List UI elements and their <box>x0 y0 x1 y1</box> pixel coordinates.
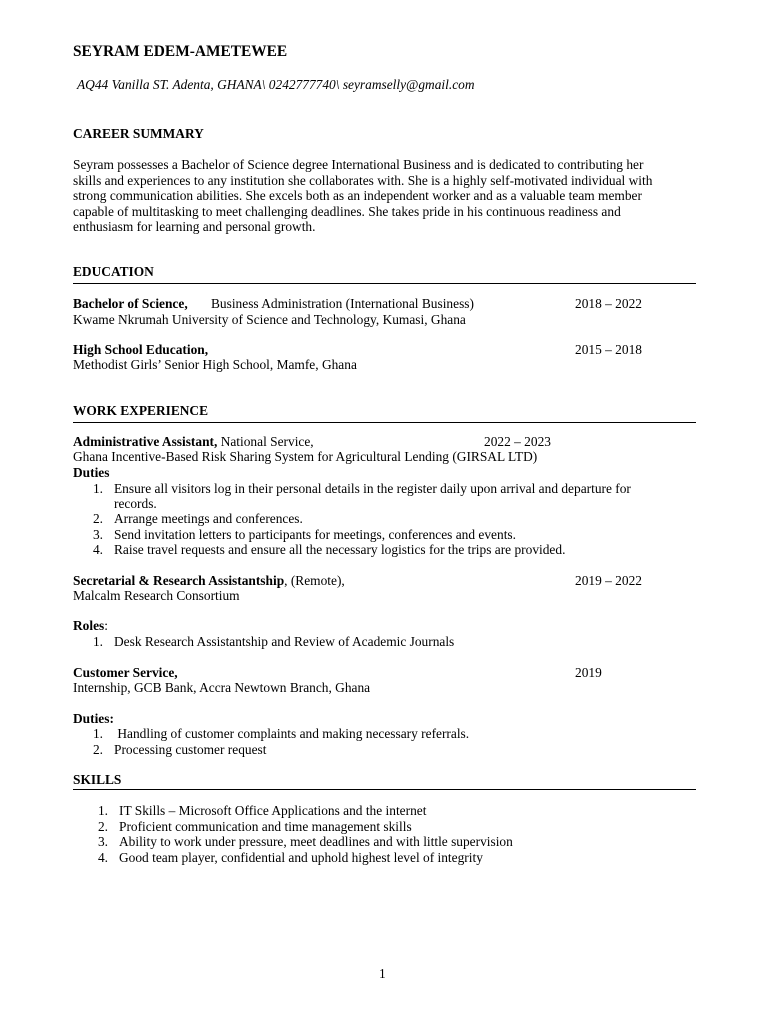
list-number: 1. <box>92 481 103 496</box>
work-experience-heading: WORK EXPERIENCE <box>73 403 209 418</box>
job-organization: Malcalm Research Consortium <box>73 588 240 603</box>
summary-line: capable of multitasking to meet challenging deadlines. She takes pride in his continuous readiness and <box>73 203 621 219</box>
job-dates: 2019 <box>575 665 602 680</box>
list-number: 1. <box>97 803 108 818</box>
roles-label-line <box>73 618 108 634</box>
job-title: Administrative Assistant, <box>73 434 218 449</box>
list-number: 1. <box>92 726 103 741</box>
list-number: 2. <box>92 742 103 757</box>
role-item: Desk Research Assistantship and Review of Academic Journals <box>114 634 455 649</box>
summary-line: skills and experiences to any institution she collaborates with. She is a highly self-motivated individual with <box>73 172 653 188</box>
education-divider <box>73 283 696 284</box>
job-organization: Ghana Incentive-Based Risk Sharing System for Agricultural Lending (GIRSAL LTD) <box>73 449 538 464</box>
page-number: 1 <box>379 966 386 981</box>
career-summary-heading: CAREER SUMMARY <box>73 126 204 141</box>
education-dates: 2018 – 2022 <box>575 296 642 311</box>
duty-item: Handling of customer complaints and making necessary referrals. <box>114 726 470 741</box>
career-summary-paragraph <box>73 157 703 235</box>
job-title-line <box>73 434 314 450</box>
duty-item-continued: records. <box>114 496 157 511</box>
education-school: Kwame Nkrumah University of Science and Technology, Kumasi, Ghana <box>73 312 466 327</box>
skill-item: Proficient communication and time management skills <box>119 819 412 834</box>
roles-label-colon: : <box>104 618 108 633</box>
education-degree: Bachelor of Science, <box>73 296 188 311</box>
skill-item: Good team player, confidential and uphold highest level of integrity <box>119 850 483 865</box>
list-number: 3. <box>92 527 103 542</box>
roles-label: Roles <box>73 618 105 633</box>
education-school: Methodist Girls’ Senior High School, Mamfe, Ghana <box>73 357 357 372</box>
summary-line: enthusiasm for learning and personal growth. <box>73 219 316 235</box>
duty-item: Arrange meetings and conferences. <box>114 511 303 526</box>
summary-line: strong communication abilities. She excels both as an independent worker and as a valuable team member <box>73 188 642 204</box>
duty-item: Raise travel requests and ensure all the necessary logistics for the trips are provided. <box>114 542 566 557</box>
list-number: 2. <box>97 819 108 834</box>
contact-line: AQ44 Vanilla ST. Adenta, GHANA\ 0242777740\ seyramselly@gmail.com <box>77 77 475 92</box>
skill-item: IT Skills – Microsoft Office Applications and the internet <box>119 803 427 818</box>
job-dates: 2019 – 2022 <box>575 573 642 588</box>
skill-item: Ability to work under pressure, meet deadlines and with little supervision <box>119 834 513 849</box>
job-title: Secretarial & Research Assistantship <box>73 573 285 588</box>
duty-item: Send invitation letters to participants for meetings, conferences and events. <box>114 527 516 542</box>
work-experience-divider <box>73 422 696 423</box>
education-field: Business Administration (International Business) <box>211 296 474 311</box>
education-heading: EDUCATION <box>73 264 154 279</box>
applicant-name: SEYRAM EDEM-AMETEWEE <box>73 43 288 60</box>
duty-item: Ensure all visitors log in their personal details in the register daily upon arrival and departure for <box>114 481 631 496</box>
education-degree: High School Education, <box>73 342 209 357</box>
duty-item: Processing customer request <box>114 742 267 757</box>
job-organization: Internship, GCB Bank, Accra Newtown Branch, Ghana <box>73 680 371 695</box>
list-number: 2. <box>92 511 103 526</box>
duties-label: Duties: <box>73 711 114 726</box>
skills-divider <box>73 789 696 790</box>
duties-label: Duties <box>73 465 110 480</box>
job-title: Customer Service, <box>73 665 178 680</box>
list-number: 4. <box>97 850 108 865</box>
job-type: , (Remote), <box>284 573 345 588</box>
job-title-line <box>73 573 345 589</box>
skills-heading: SKILLS <box>73 772 122 787</box>
list-number: 1. <box>92 634 103 649</box>
summary-line: Seyram possesses a Bachelor of Science degree International Business and is dedicated to contributing her <box>73 157 644 172</box>
list-number: 4. <box>92 542 103 557</box>
job-dates: 2022 – 2023 <box>484 434 551 449</box>
list-number: 3. <box>97 834 108 849</box>
job-type: National Service, <box>220 434 314 449</box>
education-dates: 2015 – 2018 <box>575 342 642 357</box>
